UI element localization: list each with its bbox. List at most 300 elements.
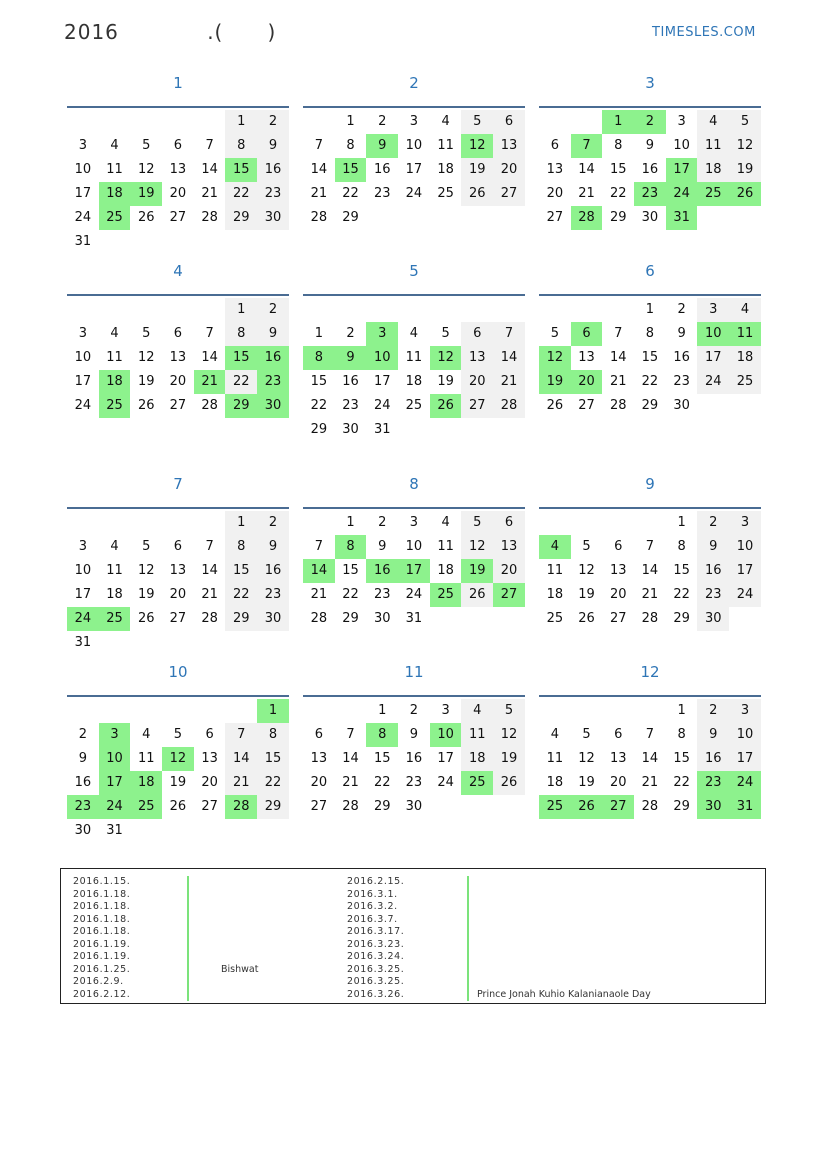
day-cell[interactable]: 3 [78, 138, 87, 153]
day-cell[interactable]: 21 [201, 587, 218, 602]
day-cell[interactable]: 9 [645, 138, 655, 153]
day-cell[interactable]: 19 [437, 374, 454, 389]
day-cell[interactable]: 28 [342, 799, 359, 814]
day-cell[interactable]: 10 [366, 346, 398, 370]
day-cell[interactable]: 2 [409, 703, 419, 718]
day-cell[interactable]: 8 [677, 727, 686, 742]
day-cell[interactable]: 4 [697, 110, 729, 134]
day-cell[interactable]: 2 [697, 699, 729, 723]
day-cell[interactable]: 14 [201, 563, 218, 578]
day-cell[interactable]: 6 [461, 322, 493, 346]
day-cell[interactable]: 10 [673, 138, 690, 153]
day-cell[interactable]: 26 [137, 611, 155, 626]
day-cell[interactable]: 14 [201, 162, 218, 177]
day-cell[interactable]: 26 [169, 799, 187, 814]
day-cell[interactable]: 13 [493, 535, 525, 559]
day-cell[interactable]: 28 [571, 206, 603, 230]
day-cell[interactable]: 23 [373, 186, 391, 201]
day-cell[interactable]: 28 [641, 799, 659, 814]
day-cell[interactable]: 26 [571, 795, 603, 819]
day-cell[interactable]: 24 [437, 775, 454, 790]
day-cell[interactable]: 30 [405, 799, 423, 814]
day-cell[interactable]: 18 [106, 587, 123, 602]
day-cell[interactable]: 18 [405, 374, 423, 389]
day-cell[interactable]: 30 [257, 206, 289, 230]
day-cell[interactable]: 16 [257, 158, 289, 182]
day-cell[interactable]: 28 [609, 398, 627, 413]
day-cell[interactable]: 27 [201, 799, 218, 814]
day-cell[interactable]: 28 [641, 611, 659, 626]
day-cell[interactable]: 22 [310, 398, 328, 413]
day-cell[interactable]: 11 [461, 723, 493, 747]
day-cell[interactable]: 6 [493, 511, 525, 535]
day-cell[interactable]: 23 [257, 583, 289, 607]
day-cell[interactable]: 19 [461, 559, 493, 583]
day-cell[interactable]: 28 [201, 210, 218, 225]
day-cell[interactable]: 20 [201, 775, 218, 790]
day-cell[interactable]: 24 [405, 186, 423, 201]
day-cell[interactable]: 13 [461, 346, 493, 370]
day-cell[interactable]: 3 [697, 298, 729, 322]
day-cell[interactable]: 26 [461, 182, 493, 206]
day-cell[interactable]: 12 [578, 563, 595, 578]
day-cell[interactable]: 19 [461, 158, 493, 182]
day-cell[interactable]: 14 [201, 350, 218, 365]
day-cell[interactable]: 29 [373, 799, 391, 814]
day-cell[interactable]: 4 [110, 138, 119, 153]
day-cell[interactable]: 11 [405, 350, 423, 365]
day-cell[interactable]: 25 [729, 370, 761, 394]
day-cell[interactable]: 26 [546, 398, 564, 413]
day-cell[interactable]: 2 [697, 511, 729, 535]
day-cell[interactable]: 29 [225, 394, 257, 418]
day-cell[interactable]: 29 [310, 422, 328, 437]
day-cell[interactable]: 13 [493, 134, 525, 158]
day-cell[interactable]: 20 [310, 775, 328, 790]
day-cell[interactable]: 4 [461, 699, 493, 723]
day-cell[interactable]: 4 [409, 326, 419, 341]
day-cell[interactable]: 15 [609, 162, 627, 177]
day-cell[interactable]: 18 [461, 747, 493, 771]
day-cell[interactable]: 29 [225, 206, 257, 230]
day-cell[interactable]: 16 [342, 374, 359, 389]
day-cell[interactable]: 22 [342, 587, 359, 602]
day-cell[interactable]: 29 [342, 210, 359, 225]
day-cell[interactable]: 6 [614, 539, 623, 554]
day-cell[interactable]: 1 [346, 515, 355, 530]
day-cell[interactable]: 22 [609, 186, 627, 201]
day-cell[interactable]: 16 [697, 559, 729, 583]
day-cell[interactable]: 24 [697, 370, 729, 394]
day-cell[interactable]: 17 [729, 559, 761, 583]
day-cell[interactable]: 3 [78, 326, 87, 341]
day-cell[interactable]: 1 [645, 302, 655, 317]
day-cell[interactable]: 4 [441, 515, 450, 530]
day-cell[interactable]: 17 [666, 158, 698, 182]
day-cell[interactable]: 7 [645, 727, 655, 742]
day-cell[interactable]: 17 [729, 747, 761, 771]
day-cell[interactable]: 20 [609, 775, 627, 790]
day-cell[interactable]: 2 [257, 298, 289, 322]
day-cell[interactable]: 25 [697, 182, 729, 206]
day-cell[interactable]: 27 [609, 611, 627, 626]
day-cell[interactable]: 21 [310, 186, 328, 201]
day-cell[interactable]: 27 [493, 583, 525, 607]
day-cell[interactable]: 3 [441, 703, 450, 718]
day-cell[interactable]: 2 [378, 515, 387, 530]
day-cell[interactable]: 22 [225, 182, 257, 206]
day-cell[interactable]: 5 [461, 110, 493, 134]
day-cell[interactable]: 1 [225, 298, 257, 322]
day-cell[interactable]: 1 [225, 110, 257, 134]
day-cell[interactable]: 14 [609, 350, 627, 365]
day-cell[interactable]: 29 [257, 795, 289, 819]
day-cell[interactable]: 4 [142, 727, 151, 742]
day-cell[interactable]: 9 [409, 727, 419, 742]
day-cell[interactable]: 4 [729, 298, 761, 322]
day-cell[interactable]: 5 [461, 511, 493, 535]
day-cell[interactable]: 19 [729, 158, 761, 182]
day-cell[interactable]: 26 [137, 210, 155, 225]
day-cell[interactable]: 9 [257, 322, 289, 346]
day-cell[interactable]: 25 [430, 583, 462, 607]
day-cell[interactable]: 27 [169, 611, 187, 626]
day-cell[interactable]: 29 [225, 607, 257, 631]
day-cell[interactable]: 8 [677, 539, 686, 554]
day-cell[interactable]: 30 [697, 795, 729, 819]
day-cell[interactable]: 21 [225, 771, 257, 795]
day-cell[interactable]: 2 [257, 511, 289, 535]
day-cell[interactable]: 15 [225, 346, 257, 370]
day-cell[interactable]: 13 [169, 563, 187, 578]
day-cell[interactable]: 1 [257, 699, 289, 723]
day-cell[interactable]: 12 [137, 162, 155, 177]
day-cell[interactable]: 1 [677, 703, 686, 718]
day-cell[interactable]: 7 [314, 539, 323, 554]
day-cell[interactable]: 17 [74, 587, 92, 602]
day-cell[interactable]: 12 [493, 723, 525, 747]
day-cell[interactable]: 9 [697, 535, 729, 559]
day-cell[interactable]: 25 [99, 206, 131, 230]
day-cell[interactable]: 31 [74, 635, 92, 650]
day-cell[interactable]: 12 [461, 535, 493, 559]
day-cell[interactable]: 11 [106, 350, 123, 365]
day-cell[interactable]: 21 [493, 370, 525, 394]
day-cell[interactable]: 27 [169, 398, 187, 413]
day-cell[interactable]: 1 [225, 511, 257, 535]
day-cell[interactable]: 16 [74, 775, 92, 790]
day-cell[interactable]: 12 [137, 350, 155, 365]
day-cell[interactable]: 27 [169, 210, 187, 225]
day-cell[interactable]: 21 [201, 186, 218, 201]
day-cell[interactable]: 6 [173, 138, 183, 153]
day-cell[interactable]: 17 [373, 374, 391, 389]
day-cell[interactable]: 6 [571, 322, 603, 346]
day-cell[interactable]: 11 [137, 751, 155, 766]
day-cell[interactable]: 17 [74, 186, 92, 201]
day-cell[interactable]: 22 [225, 370, 257, 394]
day-cell[interactable]: 21 [194, 370, 226, 394]
day-cell[interactable]: 16 [405, 751, 423, 766]
day-cell[interactable]: 28 [225, 795, 257, 819]
day-cell[interactable]: 12 [539, 346, 571, 370]
day-cell[interactable]: 22 [225, 583, 257, 607]
day-cell[interactable]: 18 [729, 346, 761, 370]
day-cell[interactable]: 23 [67, 795, 99, 819]
day-cell[interactable]: 26 [430, 394, 462, 418]
day-cell[interactable]: 25 [405, 398, 423, 413]
day-cell[interactable]: 10 [74, 563, 92, 578]
day-cell[interactable]: 10 [99, 747, 131, 771]
day-cell[interactable]: 23 [257, 370, 289, 394]
day-cell[interactable]: 29 [641, 398, 659, 413]
day-cell[interactable]: 12 [430, 346, 462, 370]
day-cell[interactable]: 15 [342, 563, 359, 578]
day-cell[interactable]: 15 [673, 563, 690, 578]
day-cell[interactable]: 20 [571, 370, 603, 394]
day-cell[interactable]: 10 [729, 723, 761, 747]
day-cell[interactable]: 25 [546, 611, 564, 626]
day-cell[interactable]: 9 [78, 751, 87, 766]
day-cell[interactable]: 12 [162, 747, 194, 771]
day-cell[interactable]: 13 [546, 162, 564, 177]
day-cell[interactable]: 24 [74, 398, 92, 413]
day-cell[interactable]: 7 [205, 326, 214, 341]
day-cell[interactable]: 19 [169, 775, 187, 790]
day-cell[interactable]: 7 [614, 326, 623, 341]
day-cell[interactable]: 20 [461, 370, 493, 394]
day-cell[interactable]: 18 [99, 182, 131, 206]
day-cell[interactable]: 20 [493, 559, 525, 583]
day-cell[interactable]: 31 [405, 611, 423, 626]
day-cell[interactable]: 20 [609, 587, 627, 602]
day-cell[interactable]: 13 [310, 751, 328, 766]
day-cell[interactable]: 15 [257, 747, 289, 771]
day-cell[interactable]: 5 [173, 727, 183, 742]
day-cell[interactable]: 4 [110, 539, 119, 554]
day-cell[interactable]: 2 [257, 110, 289, 134]
day-cell[interactable]: 7 [205, 138, 214, 153]
day-cell[interactable]: 6 [173, 326, 183, 341]
day-cell[interactable]: 16 [673, 350, 690, 365]
day-cell[interactable]: 12 [729, 134, 761, 158]
day-cell[interactable]: 29 [609, 210, 627, 225]
day-cell[interactable]: 13 [169, 162, 187, 177]
day-cell[interactable]: 20 [546, 186, 564, 201]
day-cell[interactable]: 16 [257, 346, 289, 370]
day-cell[interactable]: 14 [578, 162, 595, 177]
day-cell[interactable]: 3 [729, 511, 761, 535]
day-cell[interactable]: 12 [137, 563, 155, 578]
day-cell[interactable]: 13 [578, 350, 595, 365]
day-cell[interactable]: 23 [405, 775, 423, 790]
day-cell[interactable]: 30 [74, 823, 92, 838]
day-cell[interactable]: 24 [99, 795, 131, 819]
day-cell[interactable]: 30 [697, 607, 729, 631]
day-cell[interactable]: 15 [673, 751, 690, 766]
day-cell[interactable]: 22 [641, 374, 659, 389]
day-cell[interactable]: 15 [335, 158, 367, 182]
day-cell[interactable]: 5 [142, 138, 151, 153]
day-cell[interactable]: 3 [78, 539, 87, 554]
day-cell[interactable]: 4 [550, 727, 559, 742]
day-cell[interactable]: 19 [578, 775, 595, 790]
day-cell[interactable]: 19 [130, 182, 162, 206]
day-cell[interactable]: 9 [366, 134, 398, 158]
day-cell[interactable]: 15 [225, 559, 257, 583]
day-cell[interactable]: 3 [366, 322, 398, 346]
day-cell[interactable]: 10 [74, 350, 92, 365]
day-cell[interactable]: 22 [257, 771, 289, 795]
day-cell[interactable]: 18 [130, 771, 162, 795]
day-cell[interactable]: 20 [493, 158, 525, 182]
day-cell[interactable]: 7 [314, 138, 323, 153]
day-cell[interactable]: 17 [437, 751, 454, 766]
day-cell[interactable]: 30 [342, 422, 359, 437]
day-cell[interactable]: 9 [257, 134, 289, 158]
day-cell[interactable]: 30 [641, 210, 659, 225]
day-cell[interactable]: 14 [342, 751, 359, 766]
day-cell[interactable]: 18 [546, 775, 564, 790]
day-cell[interactable]: 1 [677, 515, 686, 530]
day-cell[interactable]: 14 [493, 346, 525, 370]
day-cell[interactable]: 31 [74, 234, 92, 249]
day-cell[interactable]: 25 [99, 607, 131, 631]
day-cell[interactable]: 23 [342, 398, 359, 413]
day-cell[interactable]: 17 [405, 162, 423, 177]
day-cell[interactable]: 22 [342, 186, 359, 201]
day-cell[interactable]: 24 [666, 182, 698, 206]
day-cell[interactable]: 21 [578, 186, 595, 201]
day-cell[interactable]: 2 [378, 114, 387, 129]
day-cell[interactable]: 10 [430, 723, 462, 747]
day-cell[interactable]: 25 [437, 186, 454, 201]
day-cell[interactable]: 15 [310, 374, 328, 389]
brand-logo[interactable]: TIMESLES.COM [652, 25, 756, 40]
day-cell[interactable]: 25 [539, 795, 571, 819]
day-cell[interactable]: 2 [346, 326, 355, 341]
day-cell[interactable]: 21 [641, 775, 659, 790]
day-cell[interactable]: 16 [373, 162, 391, 177]
day-cell[interactable]: 14 [641, 563, 659, 578]
day-cell[interactable]: 21 [310, 587, 328, 602]
day-cell[interactable]: 3 [677, 114, 686, 129]
day-cell[interactable]: 5 [729, 110, 761, 134]
day-cell[interactable]: 9 [335, 346, 367, 370]
day-cell[interactable]: 30 [257, 394, 289, 418]
day-cell[interactable]: 7 [571, 134, 603, 158]
day-cell[interactable]: 8 [335, 535, 367, 559]
day-cell[interactable]: 24 [74, 210, 92, 225]
day-cell[interactable]: 20 [169, 587, 187, 602]
day-cell[interactable]: 9 [697, 723, 729, 747]
day-cell[interactable]: 3 [729, 699, 761, 723]
day-cell[interactable]: 5 [582, 727, 591, 742]
day-cell[interactable]: 2 [634, 110, 666, 134]
day-cell[interactable]: 17 [398, 559, 430, 583]
day-cell[interactable]: 13 [201, 751, 218, 766]
day-cell[interactable]: 8 [225, 535, 257, 559]
day-cell[interactable]: 7 [645, 539, 655, 554]
day-cell[interactable]: 9 [378, 539, 387, 554]
day-cell[interactable]: 9 [677, 326, 686, 341]
day-cell[interactable]: 20 [169, 374, 187, 389]
day-cell[interactable]: 3 [99, 723, 131, 747]
day-cell[interactable]: 5 [142, 539, 151, 554]
day-cell[interactable]: 22 [673, 775, 690, 790]
day-cell[interactable]: 25 [461, 771, 493, 795]
day-cell[interactable]: 14 [303, 559, 335, 583]
day-cell[interactable]: 7 [493, 322, 525, 346]
day-cell[interactable]: 31 [729, 795, 761, 819]
day-cell[interactable]: 10 [697, 322, 729, 346]
day-cell[interactable]: 30 [673, 398, 690, 413]
day-cell[interactable]: 10 [729, 535, 761, 559]
day-cell[interactable]: 18 [437, 563, 454, 578]
day-cell[interactable]: 23 [697, 583, 729, 607]
day-cell[interactable]: 23 [257, 182, 289, 206]
day-cell[interactable]: 21 [609, 374, 627, 389]
day-cell[interactable]: 11 [437, 539, 454, 554]
day-cell[interactable]: 29 [673, 799, 690, 814]
day-cell[interactable]: 23 [634, 182, 666, 206]
day-cell[interactable]: 6 [173, 539, 183, 554]
day-cell[interactable]: 26 [729, 182, 761, 206]
day-cell[interactable]: 5 [441, 326, 450, 341]
day-cell[interactable]: 29 [342, 611, 359, 626]
day-cell[interactable]: 23 [373, 587, 391, 602]
day-cell[interactable]: 18 [697, 158, 729, 182]
day-cell[interactable]: 14 [641, 751, 659, 766]
day-cell[interactable]: 5 [550, 326, 559, 341]
day-cell[interactable]: 22 [373, 775, 391, 790]
day-cell[interactable]: 14 [225, 747, 257, 771]
day-cell[interactable]: 10 [405, 138, 423, 153]
day-cell[interactable]: 31 [106, 823, 123, 838]
day-cell[interactable]: 7 [225, 723, 257, 747]
day-cell[interactable]: 24 [67, 607, 99, 631]
day-cell[interactable]: 27 [546, 210, 564, 225]
day-cell[interactable]: 5 [142, 326, 151, 341]
day-cell[interactable]: 4 [539, 535, 571, 559]
day-cell[interactable]: 22 [673, 587, 690, 602]
day-cell[interactable]: 6 [493, 110, 525, 134]
day-cell[interactable]: 31 [666, 206, 698, 230]
day-cell[interactable]: 11 [106, 563, 123, 578]
day-cell[interactable]: 11 [697, 134, 729, 158]
day-cell[interactable]: 8 [346, 138, 355, 153]
day-cell[interactable]: 27 [310, 799, 328, 814]
day-cell[interactable]: 11 [729, 322, 761, 346]
day-cell[interactable]: 10 [405, 539, 423, 554]
day-cell[interactable]: 7 [346, 727, 355, 742]
day-cell[interactable]: 14 [310, 162, 328, 177]
day-cell[interactable]: 24 [729, 583, 761, 607]
day-cell[interactable]: 27 [578, 398, 595, 413]
day-cell[interactable]: 24 [405, 587, 423, 602]
day-cell[interactable]: 16 [697, 747, 729, 771]
day-cell[interactable]: 30 [373, 611, 391, 626]
day-cell[interactable]: 12 [461, 134, 493, 158]
day-cell[interactable]: 2 [677, 302, 686, 317]
day-cell[interactable]: 1 [378, 703, 387, 718]
day-cell[interactable]: 8 [303, 346, 335, 370]
day-cell[interactable]: 23 [673, 374, 690, 389]
day-cell[interactable]: 8 [645, 326, 655, 341]
day-cell[interactable]: 16 [641, 162, 659, 177]
day-cell[interactable]: 28 [201, 611, 218, 626]
day-cell[interactable]: 6 [314, 727, 323, 742]
